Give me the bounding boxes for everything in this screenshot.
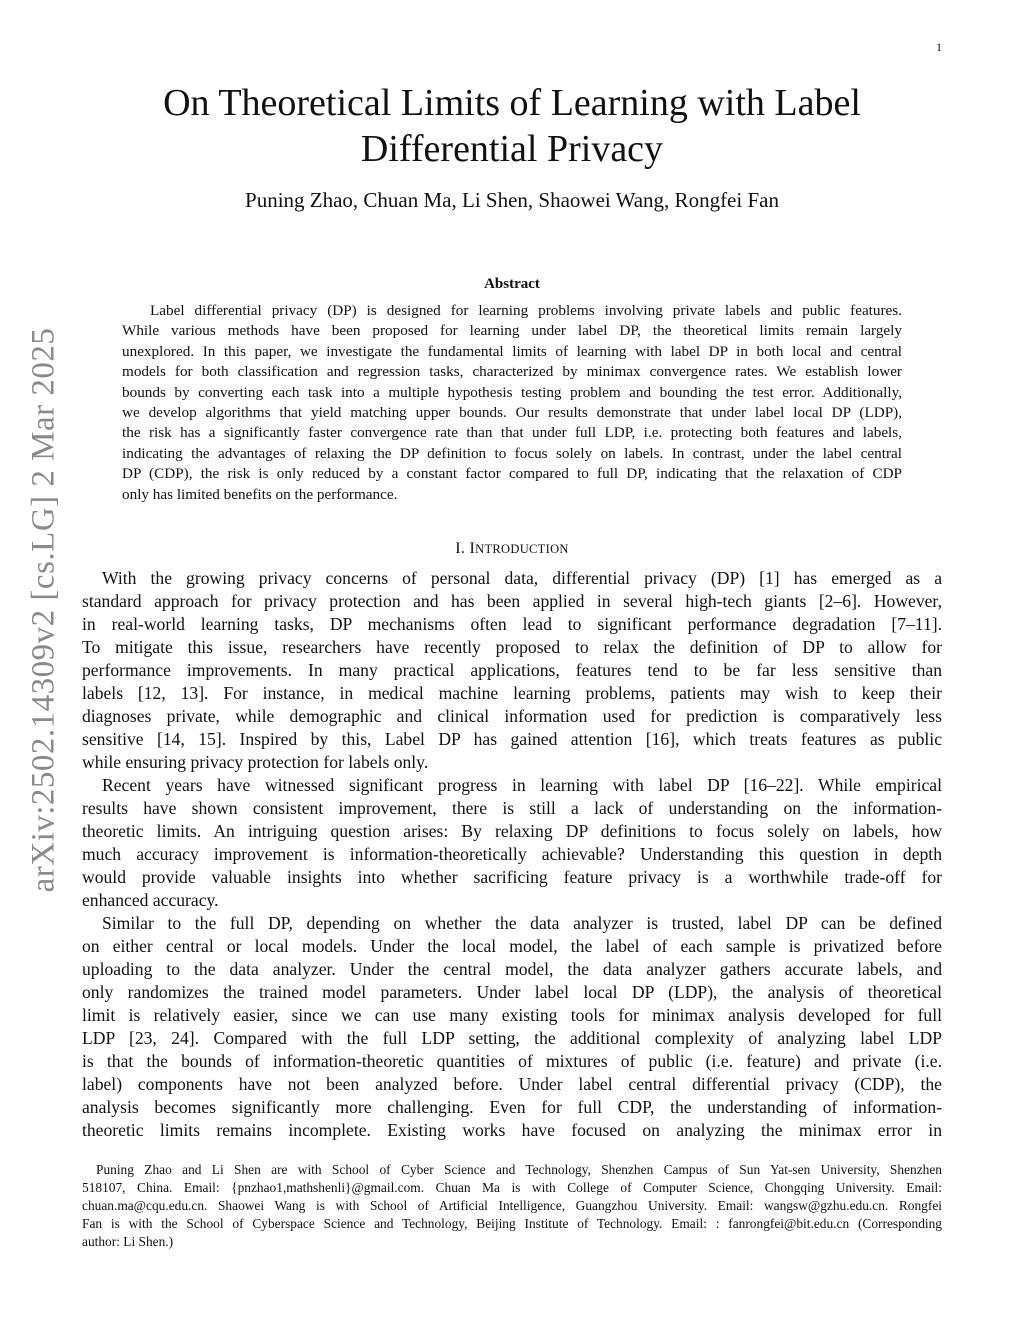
section-number: I. [455,540,466,557]
abstract-line: we develop algorithms that yield matching upper bounds. Our results demonstrate that under label local DP (LDP), [122,404,902,422]
title-line: On Theoretical Limits of Learning with Label [163,82,861,124]
paragraph [82,774,942,912]
footnote-line: chuan.ma@cqu.edu.cn. Shaowei Wang is with School of Artificial Intelligence, Guangzhou University. Email: wangsw@gzhu.edu.cn. Rongfei [82,1198,942,1213]
paragraph-line: would provide valuable insights into whether sacrificing feature privacy is a worthwhile trade-off for [82,867,942,887]
paragraph-line: enhanced accuracy. [82,890,219,910]
page-number: 1 [936,40,942,54]
paragraph-line: limit is relatively easier, since we can use many existing tools for minimax analysis developed for full [82,1005,942,1025]
paragraph-line: theoretic limits remains incomplete. Existing works have focused on analyzing the minimax error in [82,1120,942,1140]
arxiv-stamp: arXiv:2502.14309v2 [cs.LG] 2 Mar 2025 [25,327,62,893]
paragraph-line: With the growing privacy concerns of personal data, differential privacy (DP) [1] has emerged as a [102,568,942,588]
paragraph-line: LDP [23, 24]. Compared with the full LDP setting, the additional complexity of analyzing label LDP [82,1028,942,1048]
paragraph-line: much accuracy improvement is information-theoretically achievable? Understanding this question in depth [82,844,942,864]
footnote-line: Puning Zhao and Li Shen are with School of Cyber Science and Technology, Shenzhen Campus of Sun Yat-sen University, Shenzhen [96,1162,942,1177]
abstract-line: indicating the advantages of relaxing the DP definition to focus solely on labels. In contrast, under the label central [122,444,902,462]
paragraph-line: Similar to the full DP, depending on whether the data analyzer is trusted, label DP can be defined [102,913,942,933]
paragraph-line: results have shown consistent improvement, there is still a lack of understanding on the information- [82,798,942,818]
paragraph-line: sensitive [14, 15]. Inspired by this, Label DP has gained attention [16], which treats features as public [82,729,942,749]
abstract-line: While various methods have been proposed for learning under label DP, the theoretical limits remain largely [122,322,902,340]
paragraph-line: performance improvements. In many practical applications, features tend to be far less sensitive than [82,660,942,680]
section-first-letter: I [469,540,476,557]
paragraph-line: To mitigate this issue, researchers have recently proposed to relax the definition of DP to allow for [82,637,942,657]
paragraph-line: Recent years have witnessed significant progress in learning with label DP [16–22]. While empirical [102,775,942,795]
abstract-line: unexplored. In this paper, we investigate the fundamental limits of learning with label DP in both local and central [122,342,902,360]
author-affiliations-footnote [82,1161,942,1251]
footnote-line: Fan is with the School of Cyberspace Science and Technology, Beijing Institute of Technology. Email: : fanrongfei@bit.edu.cn (Corresponding [82,1216,942,1231]
paragraph-line: on either central or local models. Under the local model, the label of each sample is privatized before [82,936,942,956]
abstract-line: DP (CDP), the risk is only reduced by a constant factor compared to full DP, indicating that the relaxation of CDP [122,465,902,483]
title-line: Differential Privacy [360,128,664,170]
paragraph-line: analysis becomes significantly more challenging. Even for full CDP, the understanding of information- [82,1097,942,1117]
paper-title [0,80,1024,172]
paragraph-line: while ensuring privacy protection for labels only. [82,752,429,772]
author-list: Puning Zhao, Chuan Ma, Li Shen, Shaowei Wang, Rongfei Fan [245,188,779,212]
introduction-body [82,567,942,1142]
paragraph-line: label) components have not been analyzed before. Under label central differential privacy (CDP), the [82,1074,942,1094]
paragraph-line: labels [12, 13]. For instance, in medical machine learning problems, patients may wish to keep their [82,683,942,703]
paragraph [82,912,942,1142]
abstract-line: models for both classification and regression tasks, characterized by minimax convergence rates. We establish lower [122,363,902,381]
section-heading-introduction [0,540,1024,558]
paragraph-line: standard approach for privacy protection and has been applied in several high-tech giants [2–6]. However, [82,591,942,611]
paragraph-line: theoretic limits. An intriguing question arises: By relaxing DP definitions to focus solely on labels, how [82,821,942,841]
section-title-rest: NTRODUCTION [475,542,569,556]
paragraph [82,567,942,774]
abstract-line: only has limited benefits on the performance. [122,485,398,503]
abstract-heading: Abstract [484,276,540,292]
abstract-line: Label differential privacy (DP) is designed for learning problems involving private labels and public features. [150,302,902,319]
paragraph-line: only randomizes the trained model parameters. Under label local DP (LDP), the analysis of theoretical [82,982,942,1002]
footnote-line: 518107, China. Email: {pnzhao1,mathshenli}@gmail.com. Chuan Ma is with College of Computer Science, Chongqing University. Email: [82,1180,942,1195]
paragraph-line: diagnoses private, while demographic and clinical information used for prediction is comparatively less [82,706,942,726]
paragraph-line: uploading to the data analyzer. Under the central model, the data analyzer gathers accurate labels, and [82,959,942,979]
abstract-line: bounds by converting each task into a multiple hypothesis testing problem and bounding the test error. Additionally, [122,383,902,401]
paragraph-line: is that the bounds of information-theoretic quantities of mixtures of public (i.e. feature) and private (i.e. [82,1051,942,1071]
footnote-line: author: Li Shen.) [82,1234,174,1249]
abstract-body [122,301,902,505]
abstract-line: the risk has a significantly faster convergence rate than that under full LDP, i.e. protecting both features and labels, [122,424,902,442]
paragraph-line: in real-world learning tasks, DP mechanisms often lead to significant performance degradation [7–11]. [82,614,942,634]
